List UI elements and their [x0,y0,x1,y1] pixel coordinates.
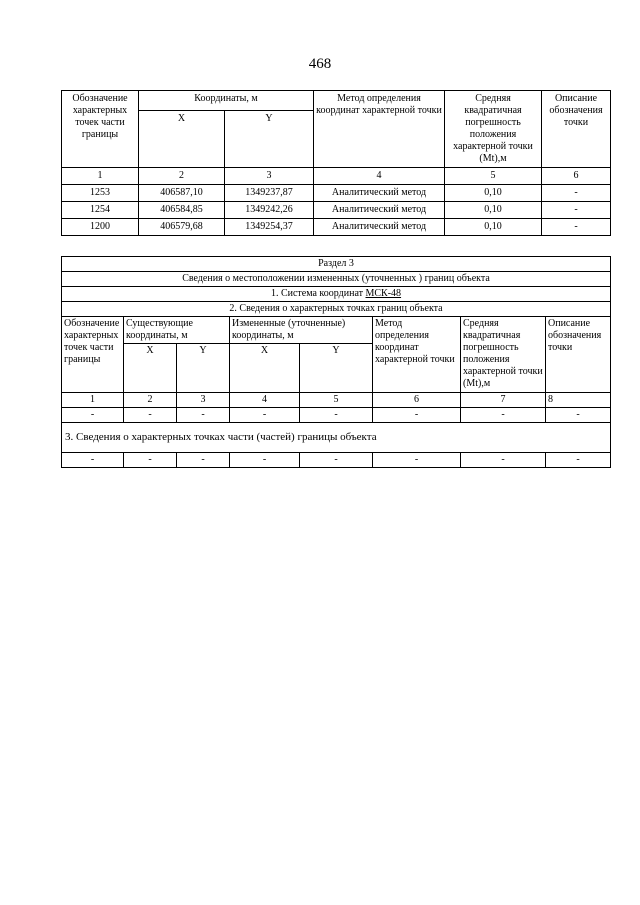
column-number: 2 [139,168,225,185]
column-number: 5 [445,168,542,185]
header-existing-y: Y [177,344,230,393]
table-row [62,453,611,468]
page-number: 468 [308,56,332,72]
header-description: Описание обозначения точки [546,317,611,393]
x-value: 406587,10 [139,185,225,202]
header-designation: Обозначение характерных точек части границы [62,317,124,393]
header-y: Y [225,111,314,168]
coordinate-system-prefix: 1. Система координат [270,288,366,299]
column-number: 4 [314,168,445,185]
table-row [62,408,611,423]
header-coordinates: Координаты, м [139,91,314,111]
cell: - [461,408,546,423]
accuracy-value: 0,10 [445,202,542,219]
method-value: Аналитический метод [314,219,445,236]
method-value: Аналитический метод [314,185,445,202]
section3-table [61,256,611,468]
cell: - [177,408,230,423]
header-designation: Обозначение характерных точек части границы [62,91,139,168]
column-number: 1 [62,393,124,408]
description-value: - [542,219,611,236]
point-id: 1200 [62,219,139,236]
table-row [62,202,611,219]
table-row [62,185,611,202]
section-title: Сведения о местоположении измененных (уточненных ) границ объекта [62,272,611,287]
cell: - [300,453,373,468]
column-number: 3 [177,393,230,408]
coordinates-table [61,90,611,236]
coordinate-system-name: МСК-48 [365,288,402,299]
header-changed-x: X [230,344,300,393]
column-number: 6 [373,393,461,408]
x-value: 406579,68 [139,219,225,236]
column-number: 8 [546,393,611,408]
column-number: 3 [225,168,314,185]
section-heading: Раздел 3 [62,257,611,272]
coordinate-system [62,287,611,302]
header-existing-coordinates: Существующие координаты, м [124,317,230,344]
y-value: 1349242,26 [225,202,314,219]
cell: - [230,408,300,423]
cell: - [62,408,124,423]
column-number: 7 [461,393,546,408]
column-number: 6 [542,168,611,185]
cell: - [124,453,177,468]
section3-heading: 3. Сведения о характерных точках части (частей) границы объекта [62,423,611,453]
header-accuracy: Средняя квадратичная погрешность положения характерной точки (Mt),м [445,91,542,168]
header-description: Описание обозначения точки [542,91,611,168]
cell: - [124,408,177,423]
cell: - [230,453,300,468]
column-numbers-row [62,393,611,408]
description-value: - [542,185,611,202]
column-number: 5 [300,393,373,408]
column-number: 2 [124,393,177,408]
cell: - [62,453,124,468]
cell: - [177,453,230,468]
header-existing-x: X [124,344,177,393]
cell: - [546,408,611,423]
header-method: Метод определения координат характерной точки [314,91,445,168]
method-value: Аналитический метод [314,202,445,219]
cell: - [373,453,461,468]
y-value: 1349237,87 [225,185,314,202]
y-value: 1349254,37 [225,219,314,236]
subsection-title: 2. Сведения о характерных точках границ объекта [62,302,611,317]
accuracy-value: 0,10 [445,185,542,202]
table-row [62,219,611,236]
x-value: 406584,85 [139,202,225,219]
column-number: 4 [230,393,300,408]
column-numbers-row [62,168,611,185]
point-id: 1253 [62,185,139,202]
cell: - [300,408,373,423]
accuracy-value: 0,10 [445,219,542,236]
description-value: - [542,202,611,219]
point-id: 1254 [62,202,139,219]
cell: - [461,453,546,468]
header-method: Метод определения координат характерной точки [373,317,461,393]
header-accuracy: Средняя квадратичная погрешность положения характерной точки (Mt),м [461,317,546,393]
cell: - [373,408,461,423]
column-number: 1 [62,168,139,185]
header-changed-coordinates: Измененные (уточненные) координаты, м [230,317,373,344]
header-changed-y: Y [300,344,373,393]
header-x: X [139,111,225,168]
cell: - [546,453,611,468]
